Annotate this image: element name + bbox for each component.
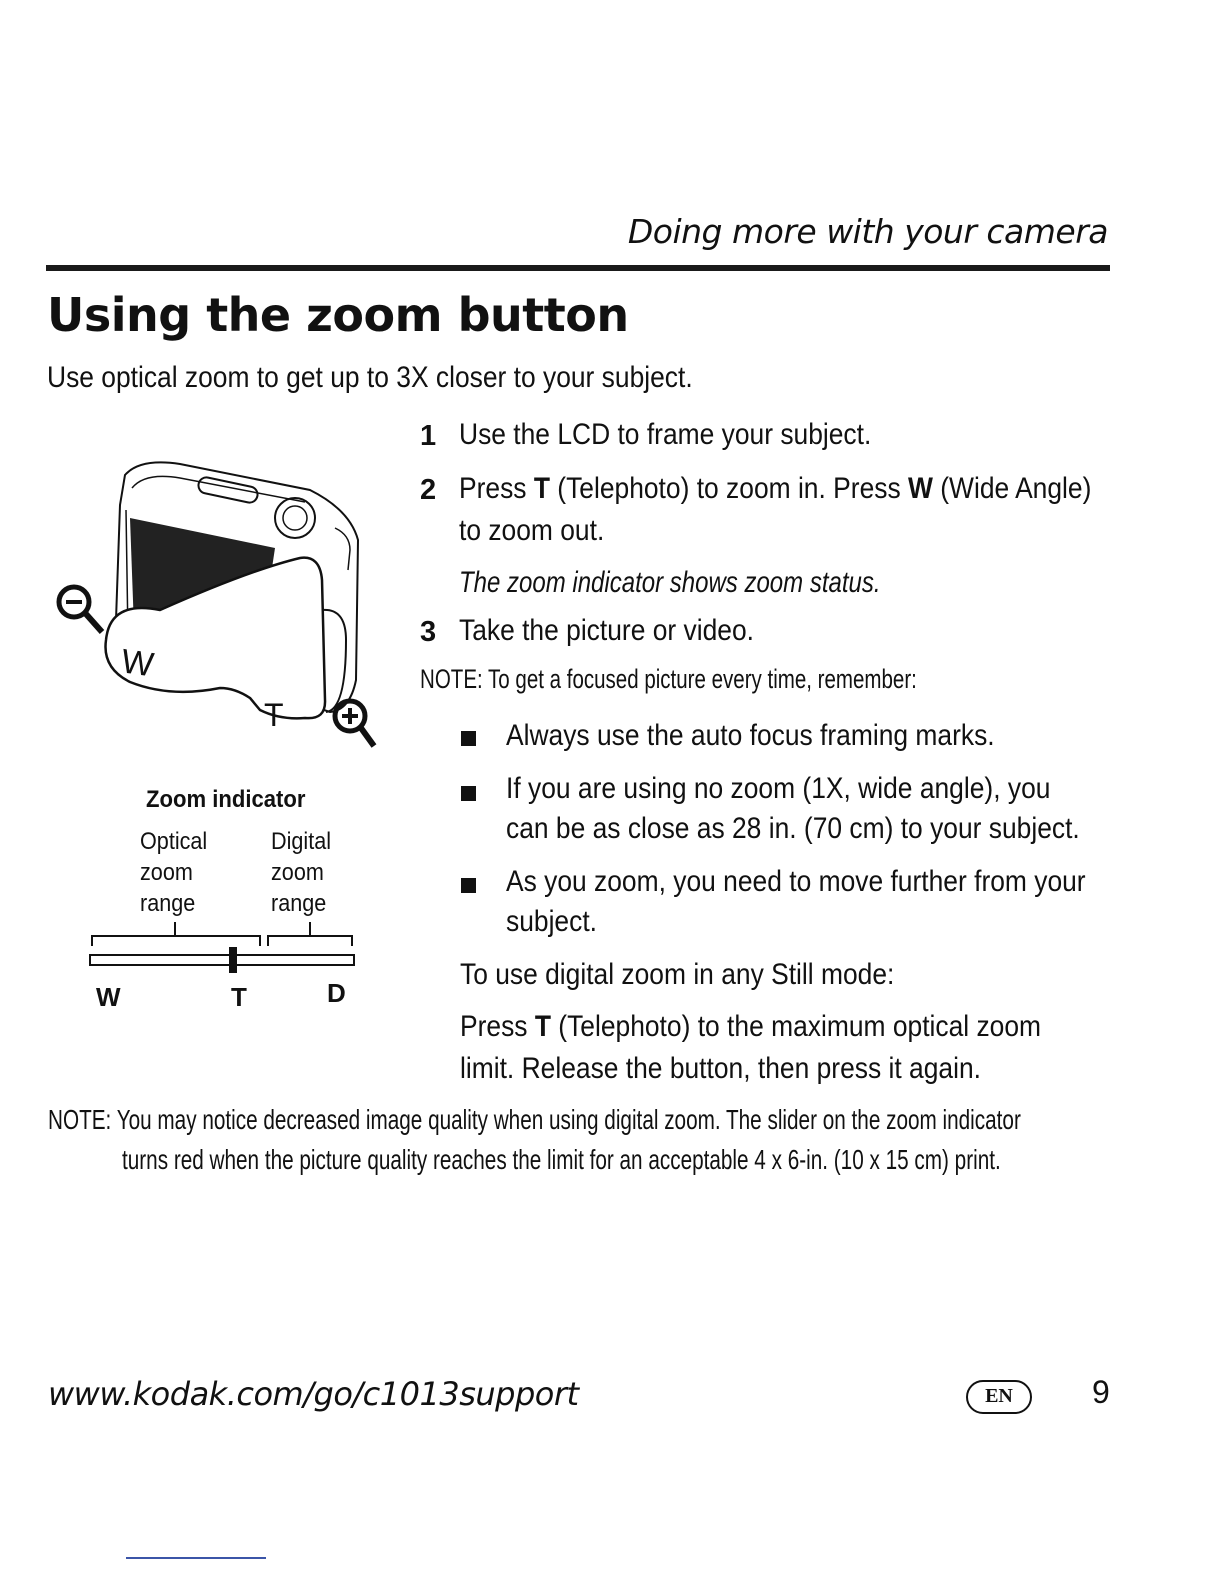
page-title: Using the zoom button: [47, 288, 629, 342]
bullet-2-text: If you are using no zoom (1X, wide angle), you can be as close as 28 in. (70 cm) to your subject.: [506, 772, 1080, 845]
bullet-3-text: As you zoom, you need to move further from your subject.: [506, 865, 1086, 938]
digital-zoom-range-label: Digital zoom range: [271, 828, 332, 917]
w-key-label: W: [118, 642, 156, 685]
optical-zoom-range-label: Optical zoom range: [140, 828, 208, 917]
step-3-text: Take the picture or video.: [459, 614, 754, 647]
t-key-label: T: [264, 697, 284, 733]
step-1-number: 1: [420, 420, 437, 452]
step-3-number: 3: [420, 616, 437, 648]
zoom-out-icon: [59, 587, 102, 632]
step-2-text: Press T (Telephoto) to zoom in. Press W (Wide Angle) to zoom out.: [459, 472, 1092, 547]
zoom-indicator-bar: [86, 918, 362, 974]
header-rule: [46, 265, 1110, 271]
image-quality-note: NOTE: You may notice decreased image quality when using digital zoom. The slider on the zoom indicator turns red when the picture quality reaches the limit for an acceptable 4 x 6-in. (10 x 15 cm) print.: [48, 1104, 1021, 1175]
step-2-result: The zoom indicator shows zoom status.: [459, 566, 881, 599]
bullet-1-text: Always use the auto focus framing marks.: [506, 719, 995, 752]
language-badge: EN: [966, 1380, 1032, 1414]
support-url[interactable]: www.kodak.com/go/c1013support: [48, 1375, 579, 1413]
scan-artifact-line: [126, 1557, 266, 1559]
step-2-number: 2: [420, 474, 437, 506]
zoom-indicator-d: D: [327, 978, 346, 1008]
zoom-slider-thumb: [229, 947, 237, 973]
zoom-indicator-t: T: [231, 982, 247, 1012]
page-number: 9: [1092, 1374, 1110, 1410]
chapter-heading: Doing more with your camera: [627, 212, 1108, 251]
intro-text: Use optical zoom to get up to 3X closer to your subject.: [47, 361, 693, 394]
digital-zoom-heading: To use digital zoom in any Still mode:: [460, 958, 895, 991]
zoom-indicator-w: W: [96, 982, 121, 1012]
step-1-text: Use the LCD to frame your subject.: [459, 418, 872, 451]
bullet-marker: [461, 731, 476, 746]
bullet-marker: [461, 786, 476, 801]
bullet-marker: [461, 878, 476, 893]
digital-zoom-instructions: Press T (Telephoto) to the maximum optical zoom limit. Release the button, then press it again.: [460, 1010, 1042, 1085]
zoom-indicator-title: Zoom indicator: [146, 786, 306, 813]
camera-illustration: [50, 450, 390, 760]
focus-note: NOTE: To get a focused picture every time, remember:: [420, 664, 917, 694]
